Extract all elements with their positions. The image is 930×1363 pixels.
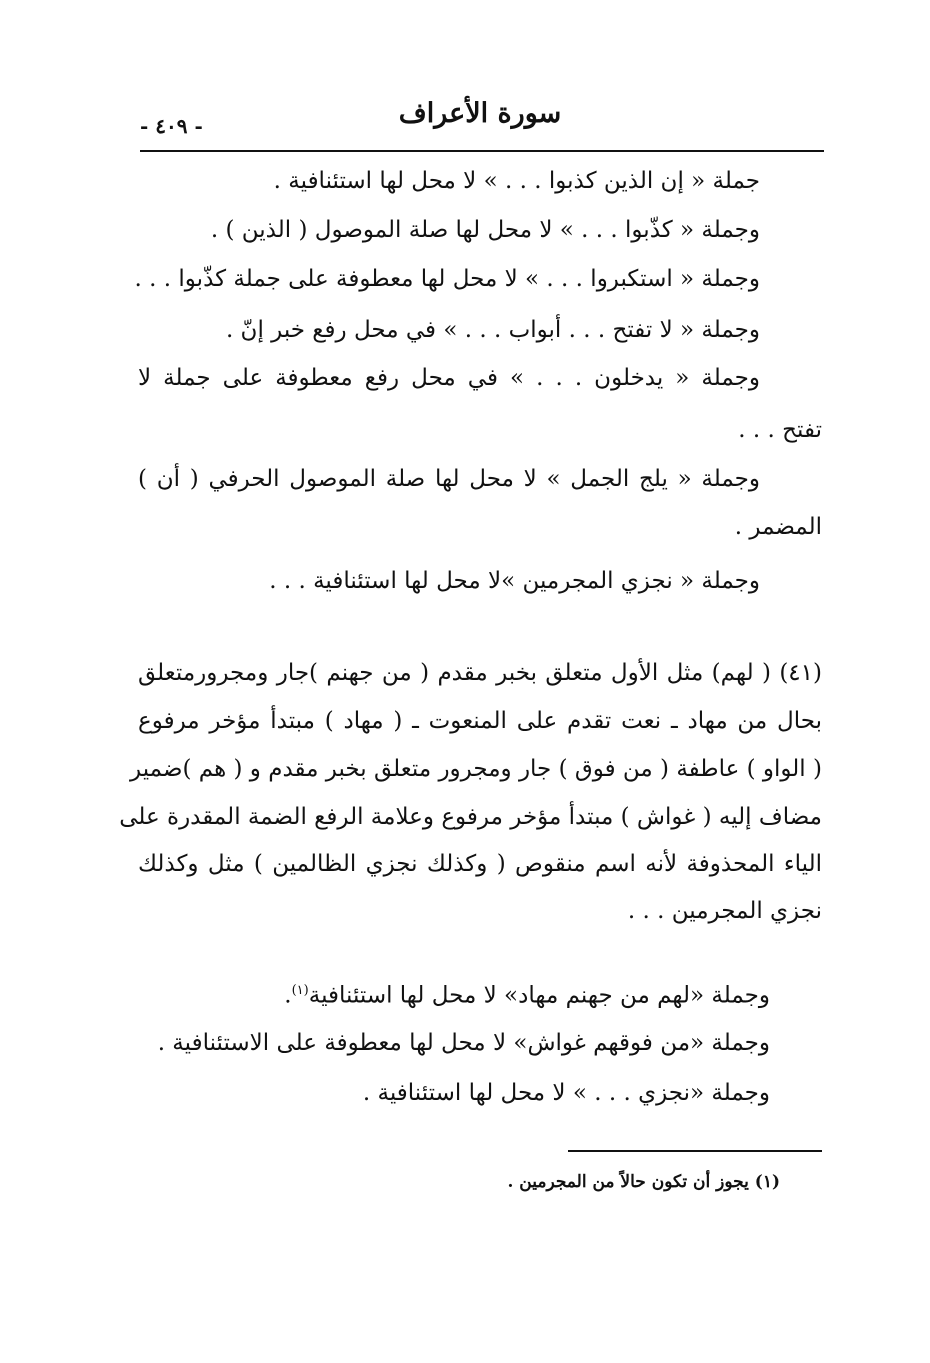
page-number: - ٤٠٩ - [140,114,203,138]
text-line: ( الواو ) عاطفة ( من فوق ) جار ومجرور متعلق بخبر مقدم و ( هم )ضمير [130,756,822,782]
page-title: سورة الأعراف [398,98,562,129]
text-line: وجملة « نجزي المجرمين »لا محل لها استئنافية . . . [269,568,760,594]
text-line: وجملة « لا تفتح . . . أبواب . . . » في محل رفع خبر إنّ . [225,317,760,343]
text-segment: وجملة «لهم من جهنم مهاد» لا محل لها استئنافية [308,982,770,1009]
text-line: وجملة «نجزي . . . » لا محل لها استئنافية . [362,1080,770,1106]
text-line-with-footnote [284,976,770,1011]
text-line: وجملة « كذّبوا . . . » لا محل لها صلة الموصول ( الذين ) . [210,217,760,243]
text-line: وجملة « استكبروا . . . » لا محل لها معطوفة على جملة كذّبوا . . . [134,266,760,292]
footnote: (١) يجوز أن تكون حالاً من المجرمين . [507,1172,780,1192]
text-line: المضمر . [734,514,822,540]
text-segment: . [284,982,292,1009]
text-line: وجملة « يلج الجمل » لا محل لها صلة الموصول الحرفي ( أن ) [138,466,760,492]
text-line: بحال من مهاد ـ نعت تقدم على المنعوت ـ ( مهاد ) مبتدأ مؤخر مرفوع [138,708,822,734]
text-line: نجزي المجرمين . . . [627,898,822,924]
text-line: تفتح . . . [738,417,822,443]
text-line: مضاف إليه ( غواش ) مبتدأ مؤخر مرفوع وعلامة الرفع الضمة المقدرة على [119,804,822,830]
header-divider [140,150,824,152]
text-line: جملة « إن الذين كذبوا . . . » لا محل لها استئنافية . [273,168,760,194]
text-line: وجملة «من فوقهم غواش» لا محل لها معطوفة على الاستئنافية . [157,1030,770,1056]
footnote-marker: (١) [291,983,309,998]
text-line: الياء المحذوفة لأنه اسم منقوص ( وكذلك نجزي الظالمين ) مثل وكذلك [138,851,822,877]
text-line: وجملة « يدخلون . . . » في محل رفع معطوفة على جملة لا [138,365,760,391]
text-line: (٤١) ( لهم) مثل الأول متعلق بخبر مقدم ( من جهنم )جار ومجرورمتعلق [138,660,822,686]
footnote-divider [568,1150,822,1152]
